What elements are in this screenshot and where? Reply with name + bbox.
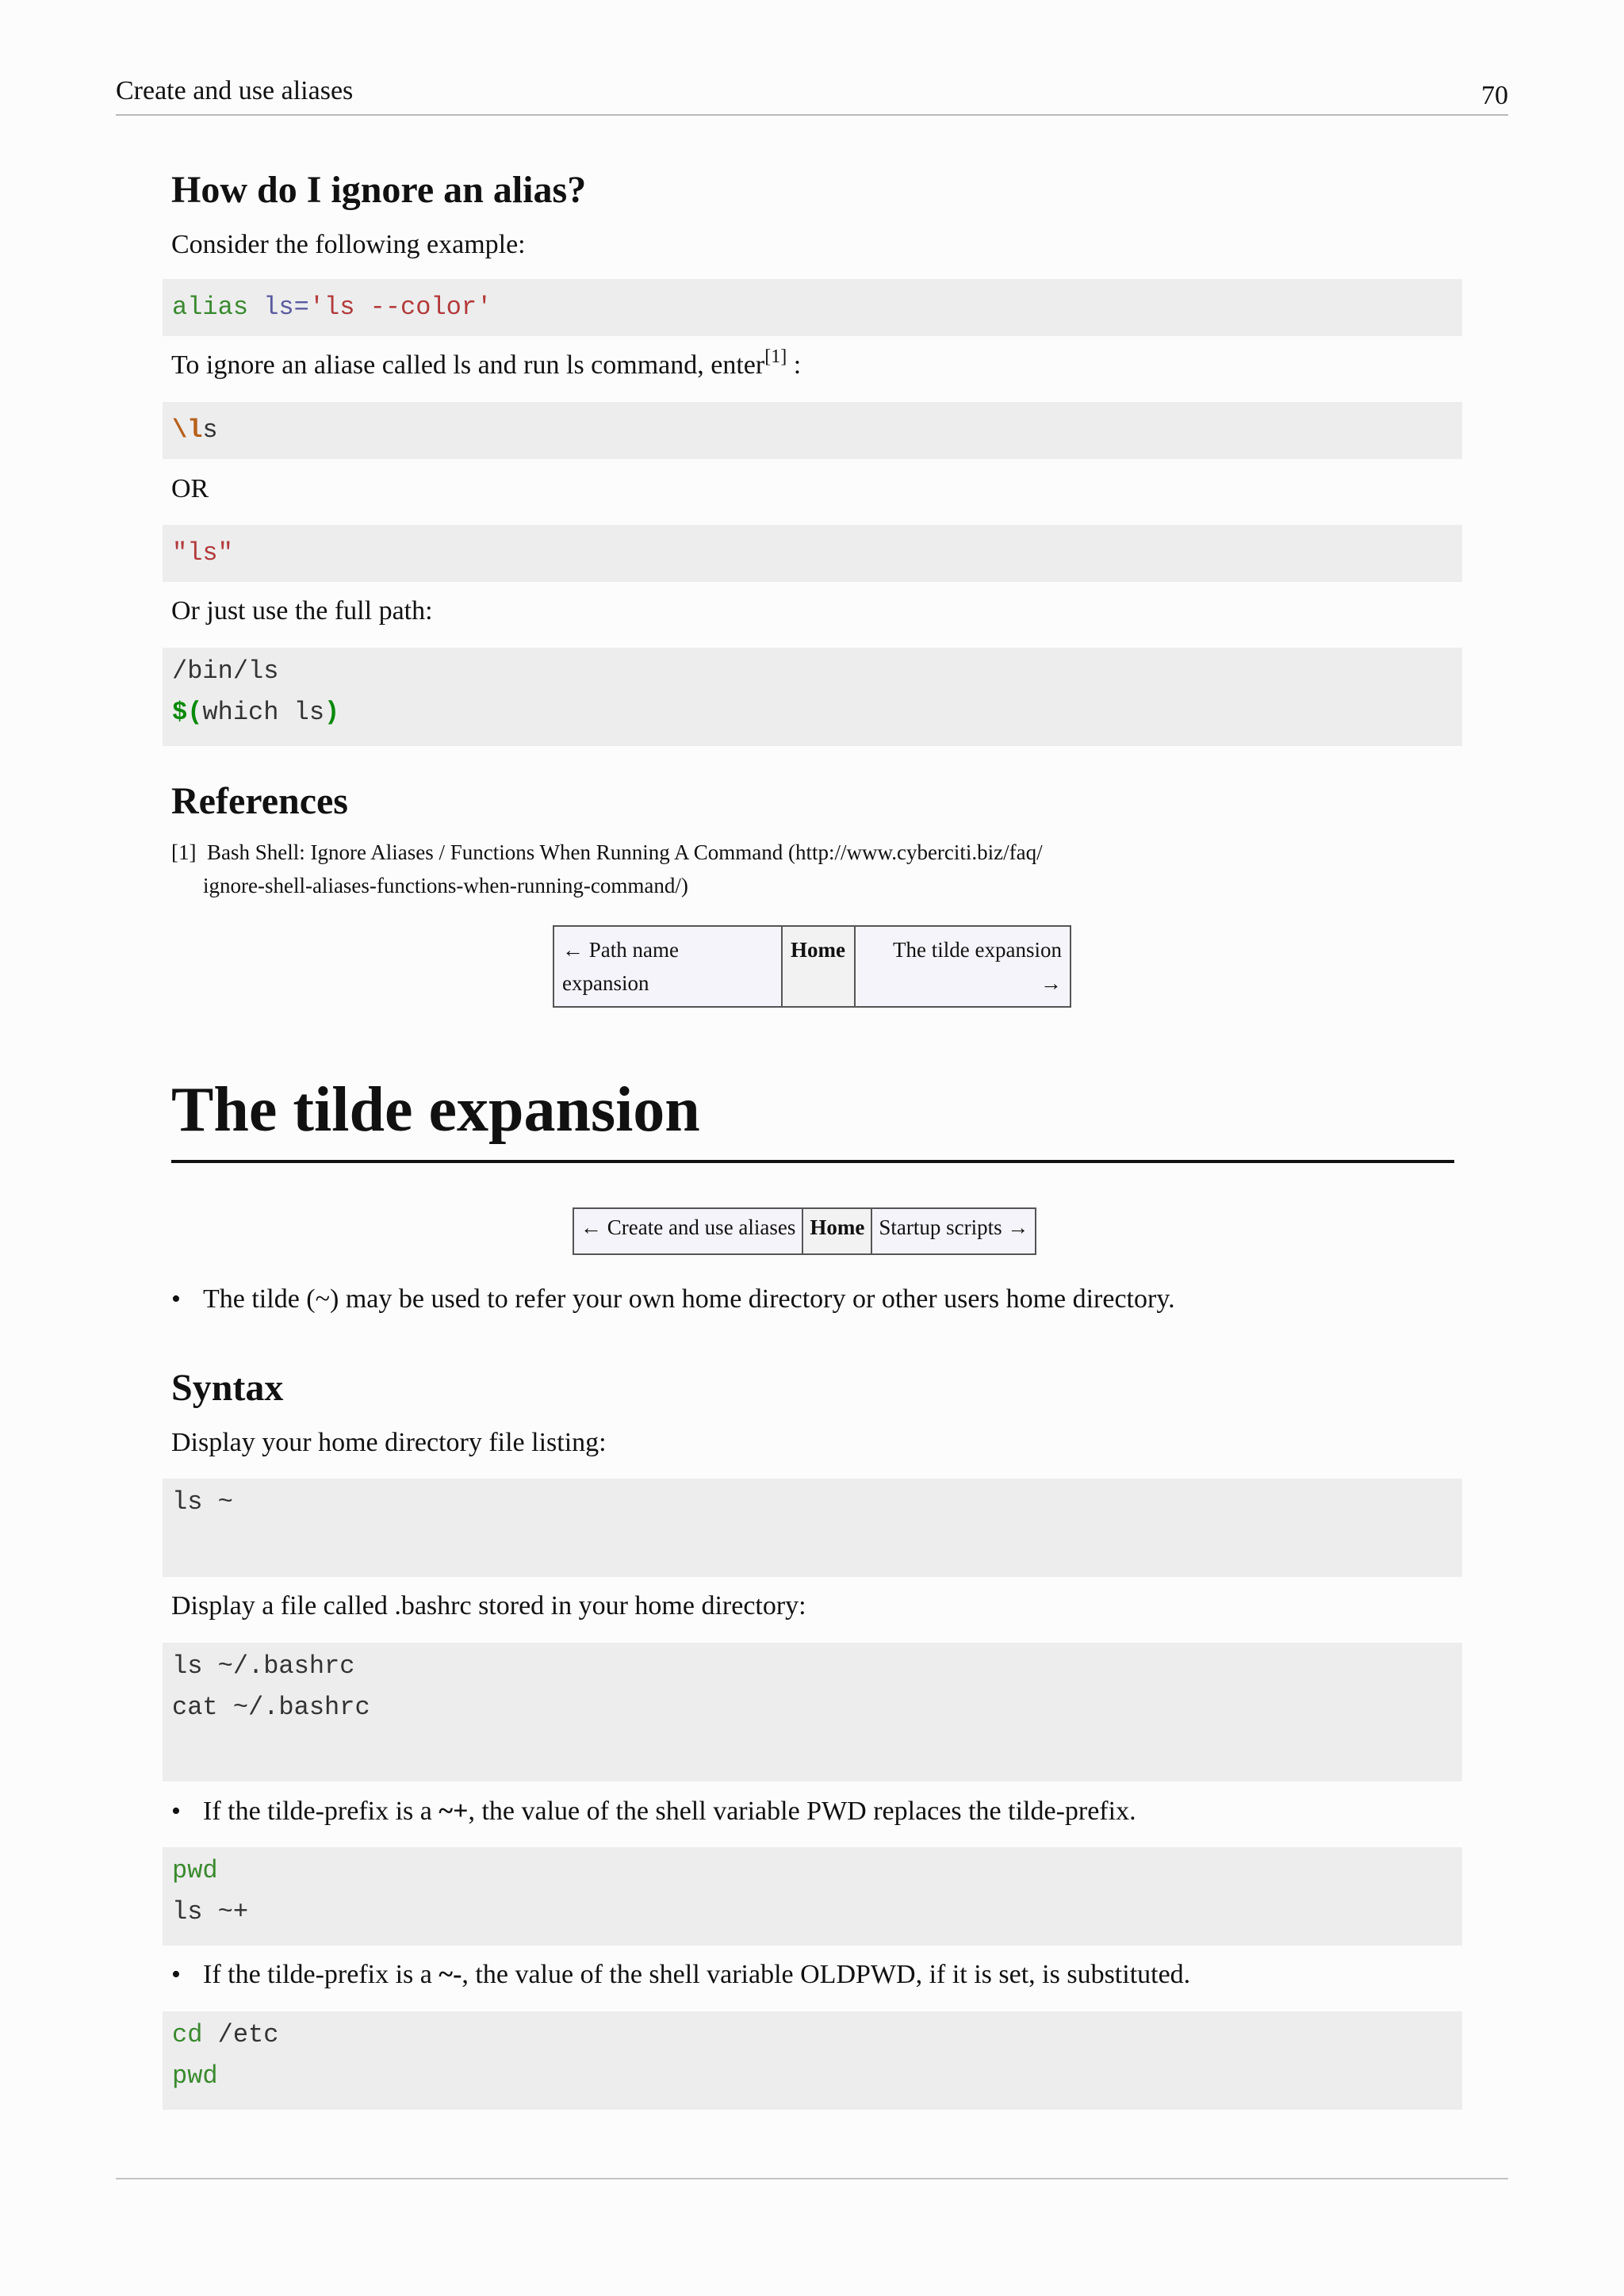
bullet-dot: • <box>171 1797 181 1826</box>
nav-prev-link[interactable]: ← Create and use aliases <box>573 1208 802 1254</box>
section-heading-ignore-alias: How do I ignore an alias? <box>171 169 587 211</box>
bullet-text: The tilde (~) may be used to refer your own home directory or other users home directory. <box>203 1284 1175 1314</box>
code-line: cat ~/.bashrc <box>172 1693 370 1722</box>
code-block-backslash <box>163 402 1462 459</box>
page-title: The tilde expansion <box>171 1075 700 1145</box>
reference-link[interactable]: Bash Shell: Ignore Aliases / Functions When Running A Command (http://www.cyberciti.biz/faq/ <box>206 840 1043 864</box>
bullet-text: If the tilde-prefix is a <box>203 1797 439 1826</box>
bullet-text: , the value of the shell variable OLDPWD, if it is set, is substituted. <box>462 1960 1191 1989</box>
code-string: 'ls --color' <box>308 293 492 322</box>
code-keyword: pwd <box>172 1856 218 1885</box>
reference-link-continued[interactable]: ignore-shell-aliases-functions-when-running-command/) <box>203 874 688 897</box>
intro-paragraph: Consider the following example: <box>171 230 526 259</box>
footer-divider <box>116 2178 1508 2179</box>
code-block-ls-home <box>163 1479 1462 1577</box>
code-text: /etc <box>202 2020 279 2049</box>
page-number: 70 <box>1481 81 1508 110</box>
code-block-fullpath <box>163 648 1462 746</box>
code-subshell-open: $( <box>172 698 203 727</box>
nav-next-label-1: The tilde expansion <box>893 938 1062 962</box>
bullet-dot: • <box>171 1284 181 1314</box>
bullet-tilde-intro <box>171 1286 1175 1313</box>
code-keyword: cd <box>172 2020 203 2049</box>
code-keyword: pwd <box>172 2061 218 2091</box>
code-block-quoted <box>163 525 1462 582</box>
nav-prev-link[interactable] <box>553 926 782 1007</box>
page-header-title: Create and use aliases <box>116 76 354 105</box>
nav-table-tilde <box>573 1207 1036 1255</box>
code-block-cd <box>163 2011 1462 2110</box>
code-line: ls ~/.bashrc <box>172 1651 355 1681</box>
ignore-instruction-tail: : <box>787 350 802 380</box>
bullet-tilde-minus <box>171 1961 1190 1988</box>
display-file-text: Display a file called .bashrc stored in your home directory: <box>171 1591 806 1621</box>
code-line: ls ~+ <box>172 1897 249 1927</box>
header-divider <box>116 114 1508 116</box>
nav-next-label-2: → <box>1040 971 1062 995</box>
title-underline <box>171 1160 1454 1163</box>
nav-next-link[interactable] <box>855 926 1071 1007</box>
reference-item <box>171 842 1043 863</box>
display-home-text: Display your home directory file listing: <box>171 1428 607 1457</box>
nav-table-aliases <box>553 925 1071 1008</box>
bullet-text: , the value of the shell variable PWD replaces the tilde-prefix. <box>468 1797 1136 1826</box>
code-block-alias <box>163 279 1462 336</box>
ignore-instruction-text: To ignore an aliase called ls and run ls command, enter <box>171 350 765 380</box>
code-escape: \l <box>172 415 203 445</box>
code-line: /bin/ls <box>172 656 279 686</box>
code-block-pwd <box>163 1847 1462 1946</box>
code-string: "ls" <box>172 538 233 568</box>
nav-home-link[interactable]: Home <box>782 926 855 1007</box>
nav-prev-label-2: expansion <box>562 971 649 995</box>
nav-next-link[interactable]: Startup scripts → <box>871 1208 1036 1254</box>
code-text: which ls <box>202 698 325 727</box>
nav-home-link[interactable]: Home <box>802 1208 871 1254</box>
code-subshell-close: ) <box>324 698 340 727</box>
code-block-bashrc <box>163 1643 1462 1781</box>
code-variable: ls= <box>248 293 309 322</box>
bullet-bold: ~- <box>439 1960 462 1989</box>
bullet-dot: • <box>171 1960 181 1989</box>
bullet-tilde-plus <box>171 1798 1136 1825</box>
ignore-instruction <box>171 346 802 380</box>
reference-number: [1] <box>171 840 197 864</box>
nav-prev-label-1: ← Path name <box>562 938 679 962</box>
syntax-heading: Syntax <box>171 1367 284 1409</box>
code-line: ls ~ <box>172 1487 233 1517</box>
code-keyword: alias <box>172 293 249 322</box>
code-text: s <box>202 415 218 445</box>
footnote-ref[interactable]: [1] <box>764 346 787 367</box>
or-text: OR <box>171 474 209 503</box>
bullet-bold: ~+ <box>439 1797 469 1826</box>
bullet-text: If the tilde-prefix is a <box>203 1960 439 1989</box>
fullpath-text: Or just use the full path: <box>171 596 433 626</box>
references-heading: References <box>171 780 348 822</box>
